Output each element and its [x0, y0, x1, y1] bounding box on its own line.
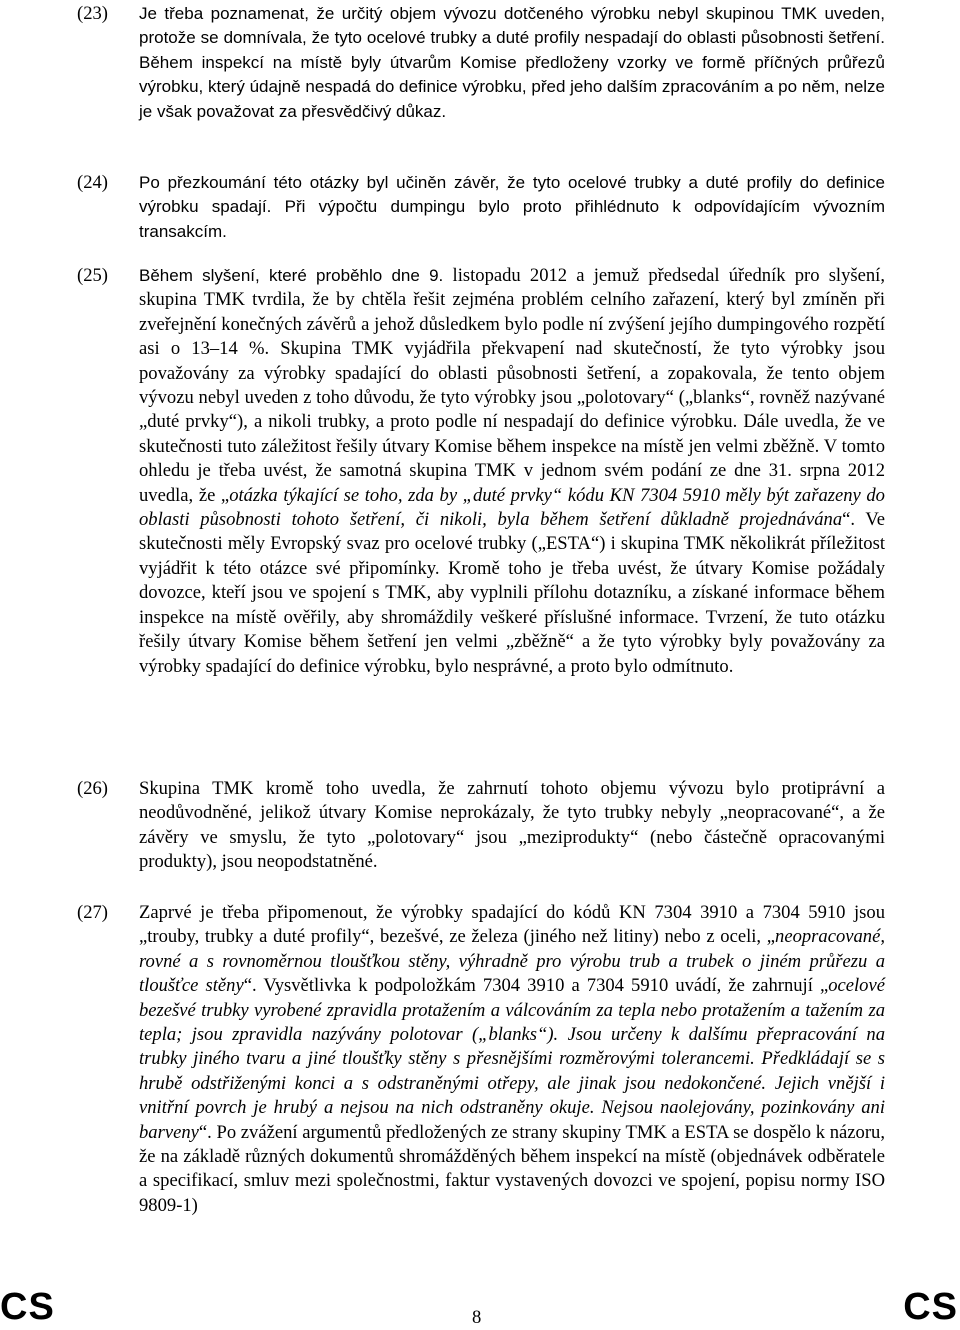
- paragraph-text: [139, 264, 885, 679]
- paragraph-text: [139, 171, 885, 244]
- paragraph-text: [139, 901, 885, 1218]
- text-segment: “. Po zvážení argumentů předložených ze strany skupiny TMK a ESTA se dospělo k názoru, že na základě různých dokumentů shromážděných během inspekcí na místě (objednávek odběratele a specifikací, smluv mezi společnostmi, faktur vystavených dovozci ve spojení, popisu normy ISO 9809-1): [139, 1121, 885, 1216]
- text-segment: Skupina TMK kromě toho uvedla, že zahrnutí tohoto objemu vývozu bylo protiprávní a neodůvodněné, jelikož útvary Komise neprokázaly, že tyto trubky nebyly „neopracované“, a že závěry ve smyslu, že tyto „polotovary“ jsou „meziprodukty“ (nebo částečně opracovanými produkty), jsou neopodstatněné.: [139, 778, 885, 873]
- paragraph-number: (27): [77, 902, 108, 923]
- paragraph-text: [139, 2, 885, 124]
- text-segment: “. Vysvětlivka k podpoložkám 7304 3910 a 7304 5910 uvádí, že zahrnují „: [243, 975, 829, 997]
- paragraph-number: (24): [77, 172, 108, 193]
- italic-quote: neopracované, rovné a s rovnoměrnou tloušťkou stěny, výhradně pro výrobu trub a trubek o jiném průřezu a tloušťce stěny: [139, 926, 885, 997]
- text-segment: Je třeba poznamenat, že určitý objem vývozu dotčeného výrobku nebyl skupinou TMK uveden, protože se domnívala, že tyto ocelové trubky a duté profily nespadají do oblasti působnosti šetření. Během inspekcí na místě byly útvarům Komise předloženy vzorky ve formě příčných průřezů výrobku, který údajně nespadá do definice výrobku, před jeho dalším zpracováním a po něm, nelze je však považovat za přesvědčivý důkaz.: [139, 4, 885, 121]
- text-segment: “. Ve skutečnosti měly Evropský svaz pro ocelové trubky („ESTA“) i skupina TMK několikrát příležitost vyjádřit k této otázce své připomínky. Kromě toho je třeba uvést, že útvary Komise požádaly dovozce, kteří jsou ve spojení s TMK, aby vyplnili přílohu dotazníku, a získané informace během inspekce na místě ověřily, aby shromáždily veškeré příslušné informace. Tvrzení, že tuto otázku řešily útvary Komise během šetření jen velmi „zběžně“ a že tyto výrobky byly považovány za výrobky spadající do definice výrobku, bylo nesprávné, a proto bylo odmítnuto.: [139, 509, 885, 677]
- language-code-right: CS: [903, 1286, 958, 1328]
- page-number: 8: [472, 1307, 482, 1328]
- paragraph-number: (25): [77, 265, 108, 286]
- language-code-left: CS: [0, 1286, 55, 1328]
- text-segment: Během slyšení, které proběhlo dne 9.: [139, 266, 453, 285]
- paragraph-text: [139, 777, 885, 875]
- italic-quote: otázka týkající se toho, zda by „duté prvky“ kódu KN 7304 5910 měly být zařazeny do oblasti působnosti tohoto šetření, či nikoli, byla během šetření důkladně projednávána: [139, 484, 885, 531]
- text-segment: listopadu 2012 a jemuž předsedal úředník pro slyšení, skupina TMK tvrdila, že by chtěla řešit zejména problém celního zařazení, který byl zmíněn při zveřejnění konečných závěrů a jehož důsledkem bylo podle ní zvýšení jejího dumpingového rozpětí asi o 13–14 %. Skupina TMK vyjádřila překvapení nad skutečností, že tyto výrobky jsou považovány za výrobky spadající do oblasti působnosti šetření, a zopakovala, že tento objem vývozu nebyl uveden z toho důvodu, že tyto výrobky jsou „polotovary“ („blanks“, rovněž nazývané „duté prvky“), a nikoli trubky, a proto podle ní nespadají do definice výrobku. Dále uvedla, že ve skutečnosti tuto záležitost řešily útvary Komise během inspekce na místě jen velmi zběžně. V tomto ohledu je třeba uvést, že samotná skupina TMK v jednom svém podání ze dne 31. srpna 2012 uvedla, že „: [139, 265, 885, 506]
- italic-quote: ocelové bezešvé trubky vyrobené zpravidla protažením a válcováním za tepla nebo protažením a tažením za tepla; jsou zpravidla nazývány polotovar („blanks“). Jsou určeny k dalšímu přepracování na trubky jiného tvaru a jiné tloušťky stěny s přesnějšími rozměrovými tolerancemi. Předkládají se s hrubě odstřiženými konci a s odstraněnými otřepy, ale jinak jsou nedokončené. Jejich vnější i vnitřní povrch je hrubý a nejsou na nich odstraněny okuje. Nejsou naolejovány, pozinkovány ani barveny: [139, 975, 885, 1143]
- paragraph-number: (26): [77, 778, 108, 799]
- paragraph-number: (23): [77, 3, 108, 24]
- text-segment: Po přezkoumání této otázky byl učiněn závěr, že tyto ocelové trubky a duté profily do definice výrobku spadají. Při výpočtu dumpingu bylo proto přihlédnuto k odpovídajícím vývozním transakcím.: [139, 173, 885, 241]
- text-segment: Zaprvé je třeba připomenout, že výrobky spadající do kódů KN 7304 3910 a 7304 5910 jsou „trouby, trubky a duté profily“, bezešvé, ze železa (jiného než litiny) nebo z oceli, „: [139, 902, 885, 948]
